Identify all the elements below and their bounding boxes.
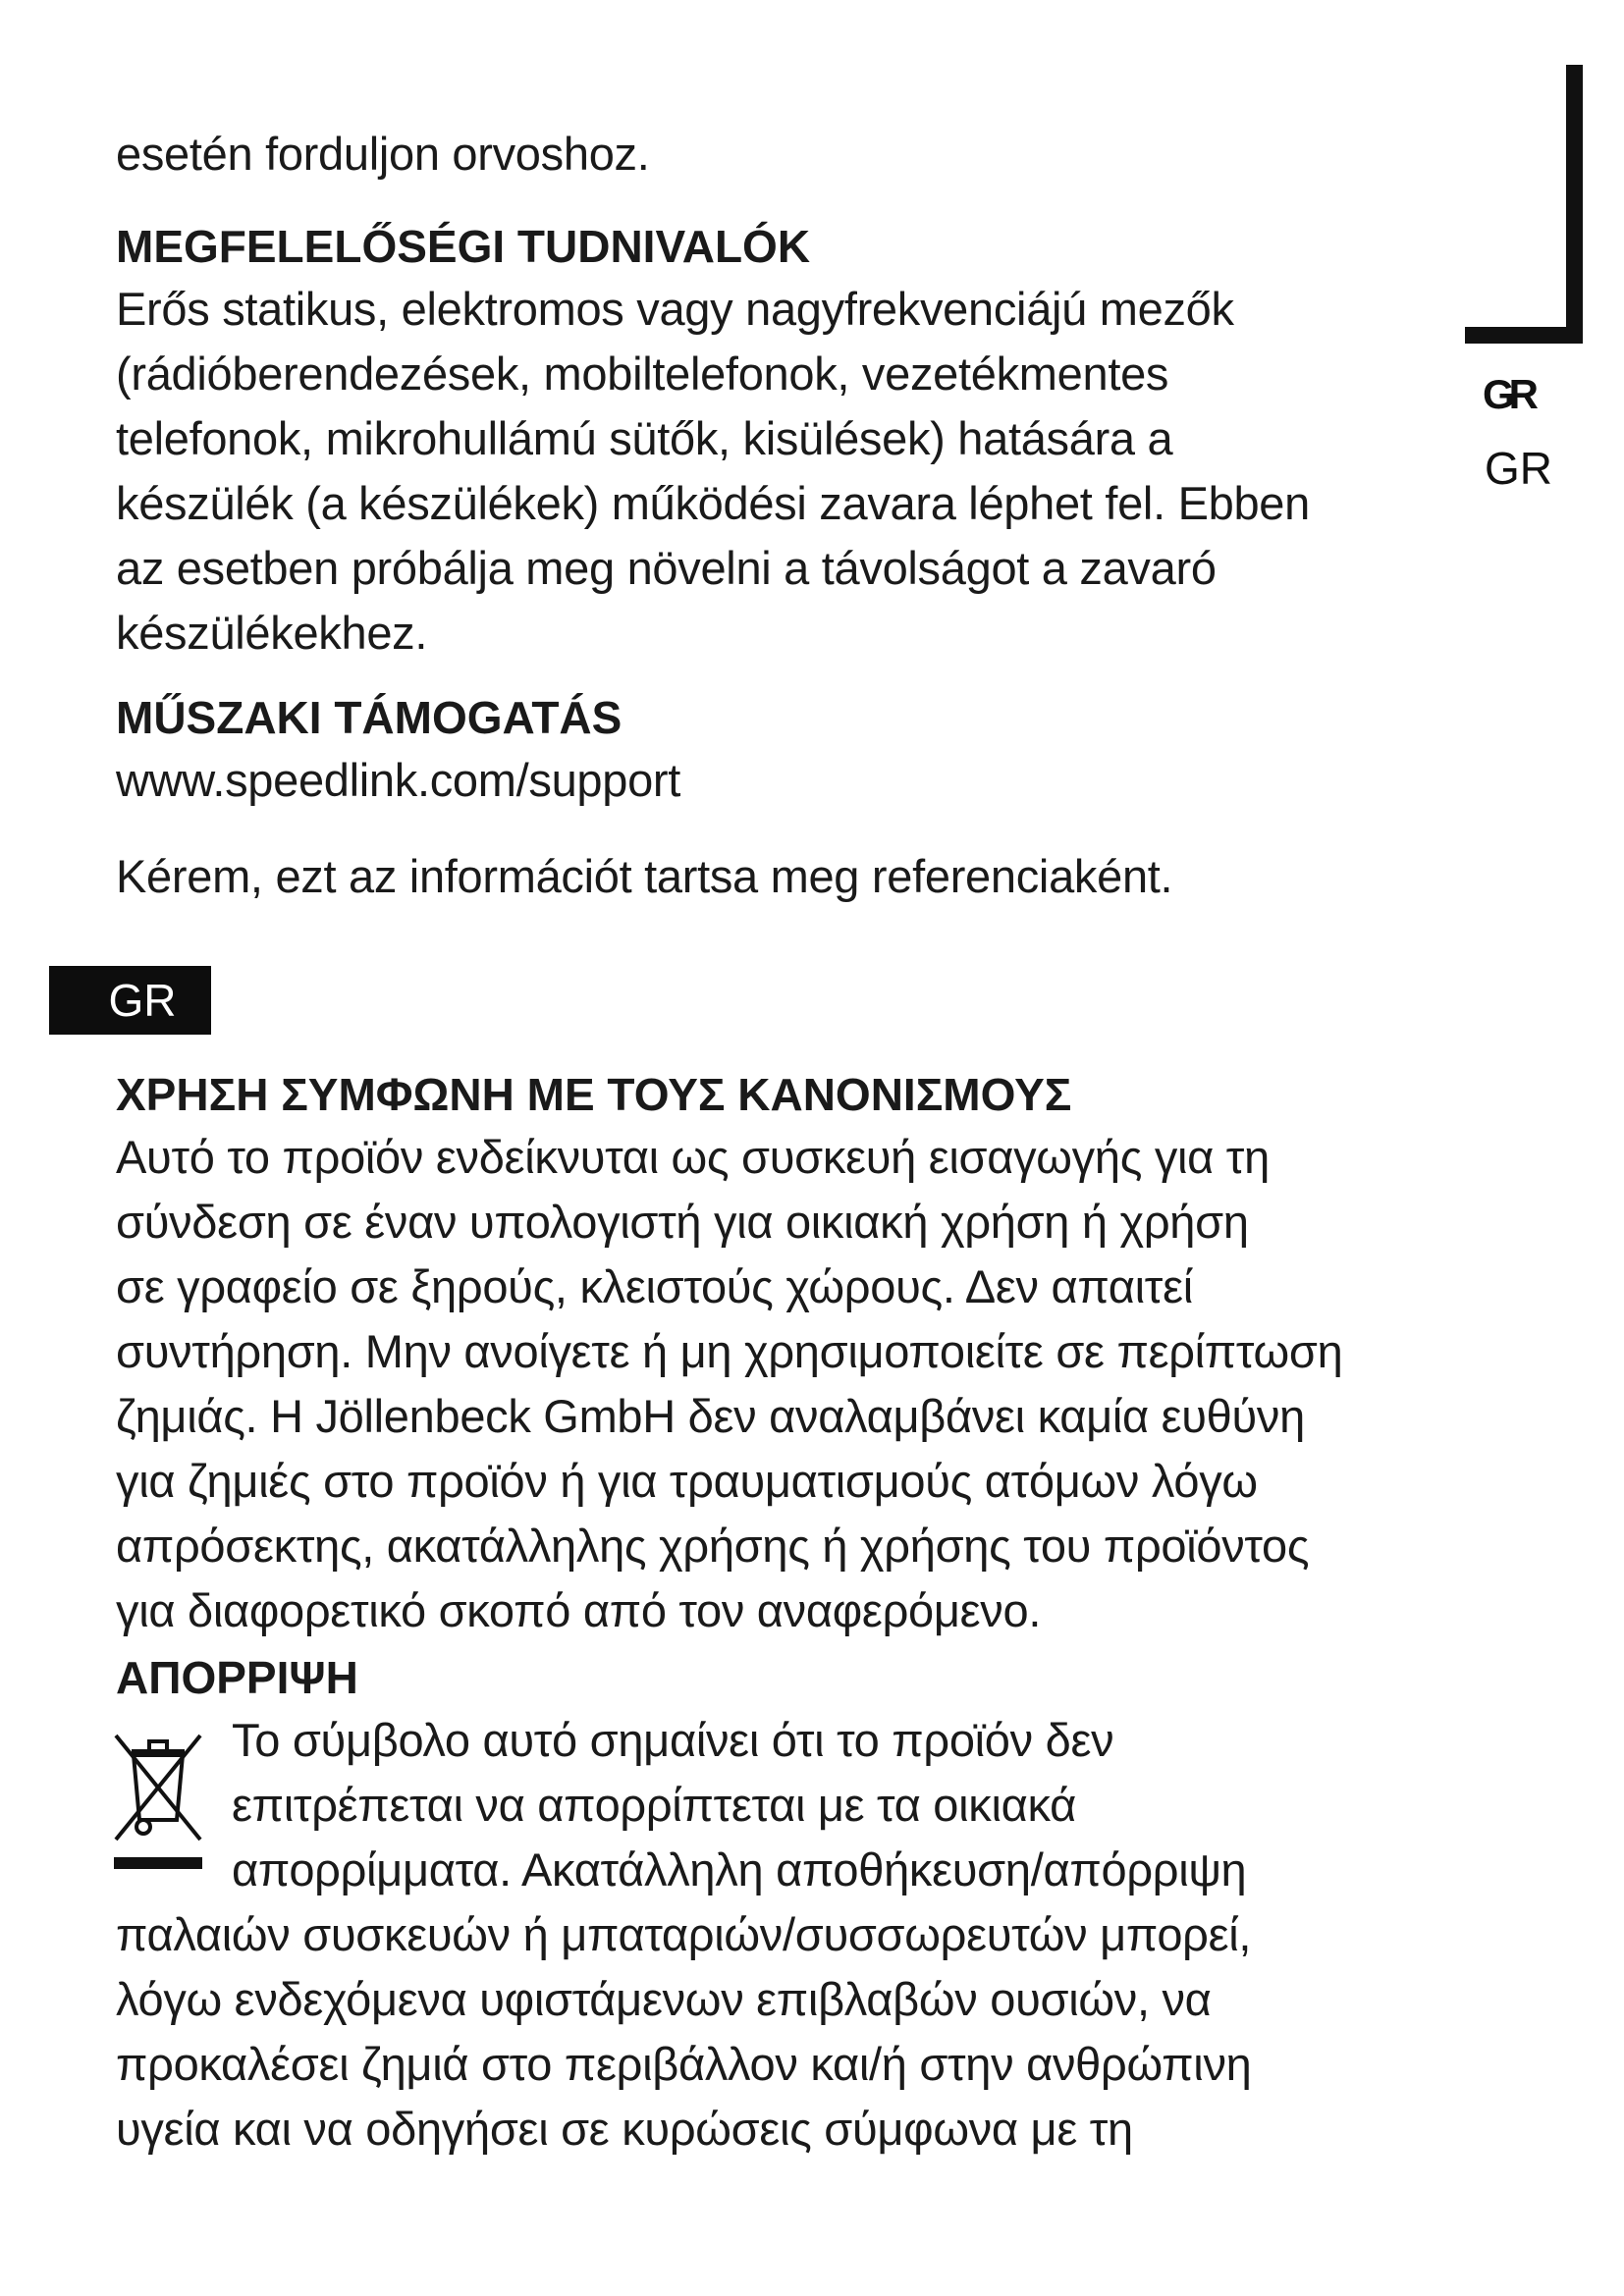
paragraph-line: telefonok, mikrohullámú sütők, kisülések) hatására a: [116, 412, 1173, 464]
side-tab-label: GR: [1485, 443, 1552, 494]
hu-support-note: [116, 844, 1422, 909]
paragraph-line: απρόσεκτης, ακατάλληλης χρήσης ή χρήσης του προϊόντος: [116, 1520, 1310, 1572]
paragraph-line: συντήρηση. Μην ανοίγετε ή μη χρησιμοποιείτε σε περίπτωση: [116, 1325, 1343, 1377]
gr-intended-use-section: [116, 1064, 1422, 1643]
paragraph-line: λόγω ενδεχόμενα υφιστάμενων επιβλαβών ουσιών, να: [116, 1973, 1212, 2025]
gr-intended-use-heading: ΧΡΗΣΗ ΣΥΜΦΩΝΗ ΜΕ ΤΟΥΣ ΚΑΝΟΝΙΣΜΟΥΣ: [116, 1069, 1072, 1120]
paragraph-line: az esetben próbálja meg növelni a távolságot a zavaró: [116, 542, 1217, 594]
paragraph-line: σύνδεση σε έναν υπολογιστή για οικιακή χρήση ή χρήση: [116, 1196, 1249, 1248]
paragraph-line: (rádióberendezések, mobiltelefonok, vezetékmentes: [116, 347, 1169, 400]
hu-intro-line: esetén forduljon orvoshoz.: [116, 128, 650, 180]
language-tag-gr: GR: [49, 966, 211, 1035]
paragraph-line: Αυτό το προϊόν ενδείκνυται ως συσκευή εισαγωγής για τη: [116, 1131, 1270, 1183]
crossed-out-wheelie-bin-icon: [110, 1730, 206, 1877]
hu-support-section: [116, 687, 1422, 813]
paragraph-line: készülékekhez.: [116, 607, 428, 659]
hu-intro: [116, 122, 1422, 187]
gr-disposal-section: [116, 1647, 1422, 2162]
support-url-link[interactable]: www.speedlink.com/support: [116, 754, 681, 806]
paragraph-line: készülék (a készülékek) működési zavara léphet fel. Ebben: [116, 477, 1310, 529]
hu-compliance-section: [116, 216, 1422, 666]
paragraph-line: Erős statikus, elektromos vagy nagyfrekvenciájú mezők: [116, 283, 1234, 335]
paragraph-line: επιτρέπεται να απορρίπτεται με τα οικιακά: [232, 1779, 1076, 1831]
paragraph-line: παλαιών συσκευών ή μπαταριών/συσσωρευτών μπορεί,: [116, 1908, 1252, 1960]
hu-support-heading: MŰSZAKI TÁMOGATÁS: [116, 692, 623, 743]
paragraph-line: απορρίμματα. Ακατάλληλη αποθήκευση/απόρριψη: [232, 1843, 1247, 1896]
paragraph-line: για διαφορετικό σκοπό από τον αναφερόμενο.: [116, 1584, 1042, 1636]
paragraph-line: υγεία και να οδηγήσει σε κυρώσεις σύμφωνα με τη: [116, 2103, 1133, 2155]
paragraph-line: Το σύμβολο αυτό σημαίνει ότι το προϊόν δεν: [232, 1714, 1114, 1766]
gr-disposal-heading: ΑΠΟΡΡΙΨΗ: [116, 1652, 358, 1703]
paragraph-line: σε γραφείο σε ξηρούς, κλειστούς χώρους. Δεν απαιτεί: [116, 1260, 1193, 1312]
paragraph-line: ζημιάς. Η Jöllenbeck GmbH δεν αναλαμβάνει καμία ευθύνη: [116, 1390, 1305, 1442]
crop-mark-vertical: [1566, 65, 1583, 344]
crop-mark-horizontal: [1465, 327, 1583, 344]
side-tab-ghost-label: GR: [1483, 371, 1533, 417]
paragraph-line: προκαλέσει ζημιά στο περιβάλλον και/ή στην ανθρώπινη: [116, 2038, 1252, 2090]
reference-note: Kérem, ezt az információt tartsa meg referenciaként.: [116, 850, 1173, 902]
paragraph-line: για ζημιές στο προϊόν ή για τραυματισμούς ατόμων λόγω: [116, 1455, 1258, 1507]
hu-compliance-heading: MEGFELELŐSÉGI TUDNIVALÓK: [116, 221, 811, 272]
